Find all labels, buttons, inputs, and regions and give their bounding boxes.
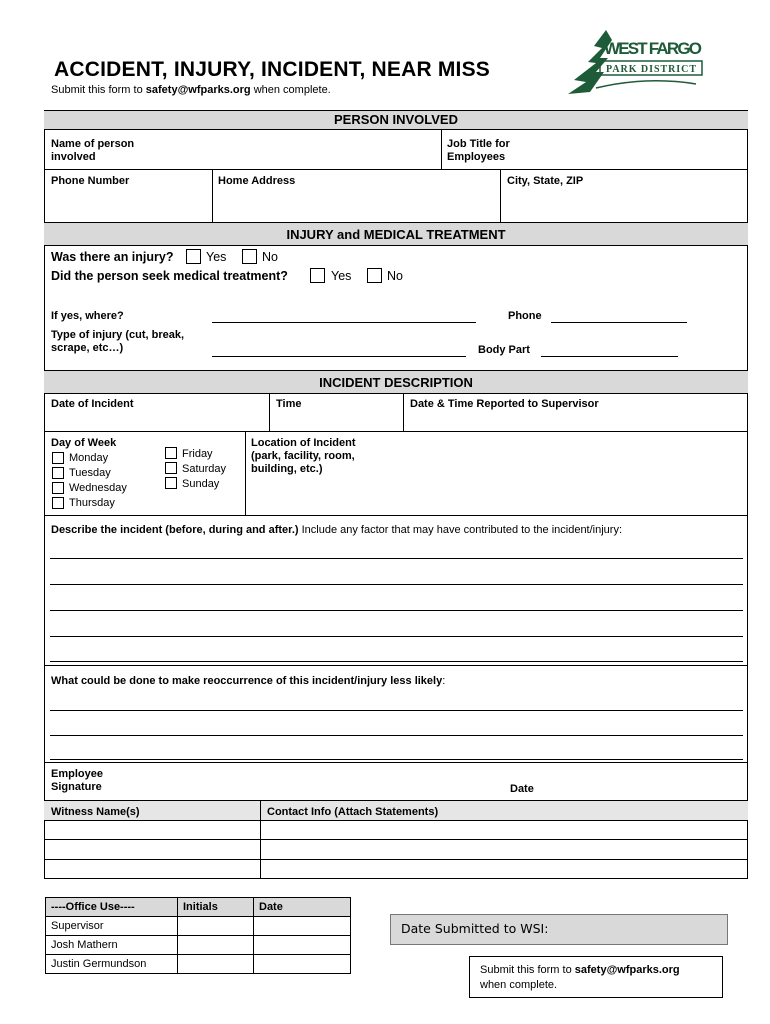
describe-line-1[interactable] bbox=[50, 558, 743, 559]
sunday-checkbox[interactable] bbox=[165, 477, 177, 489]
footer-submit-note: Submit this form to safety@wfparks.org when complete. bbox=[469, 956, 723, 998]
body-part-label: Body Part bbox=[478, 344, 530, 356]
form-title: ACCIDENT, INJURY, INCIDENT, NEAR MISS bbox=[54, 58, 491, 81]
friday-checkbox[interactable] bbox=[165, 447, 177, 459]
day-of-week-label: Day of Week bbox=[51, 437, 117, 449]
date-cell[interactable] bbox=[254, 917, 351, 936]
tuesday-label: Tuesday bbox=[69, 467, 111, 479]
injury-type-field[interactable] bbox=[212, 356, 466, 357]
wednesday-checkbox[interactable] bbox=[52, 482, 64, 494]
section-heading-incident: INCIDENT DESCRIPTION bbox=[44, 370, 748, 394]
phone-label: Phone Number bbox=[51, 175, 130, 187]
logo-text-2: PARK DISTRICT bbox=[606, 64, 696, 75]
treatment-phone-field[interactable] bbox=[551, 322, 687, 323]
reported-label: Date & Time Reported to Supervisor bbox=[410, 398, 599, 410]
describe-line-5[interactable] bbox=[50, 661, 743, 662]
city-label: City, State, ZIP bbox=[507, 175, 584, 187]
location-label: Location of Incident (park, facility, room, building, etc.) bbox=[251, 437, 356, 475]
describe-line-2[interactable] bbox=[50, 584, 743, 585]
initials-header: Initials bbox=[178, 898, 254, 917]
section-heading-person: PERSON INVOLVED bbox=[44, 110, 748, 130]
wsi-submitted-field[interactable]: Date Submitted to WSI: bbox=[390, 914, 728, 945]
office-use-table bbox=[45, 897, 351, 974]
body-part-field[interactable] bbox=[541, 356, 678, 357]
contact-label: Contact Info (Attach Statements) bbox=[267, 806, 439, 818]
prevent-label: What could be done to make reoccurrence of this incident/injury less likely: bbox=[51, 675, 446, 687]
describe-line-4[interactable] bbox=[50, 636, 743, 637]
signature-date-label: Date bbox=[510, 783, 534, 795]
date-header: Date bbox=[254, 898, 351, 917]
office-row-label: Josh Mathern bbox=[46, 936, 178, 955]
initials-cell[interactable] bbox=[178, 917, 254, 936]
prevent-line-2[interactable] bbox=[50, 735, 743, 736]
witness-row-2[interactable] bbox=[44, 839, 748, 840]
office-row-label: Justin Germundson bbox=[46, 955, 178, 974]
job-title-label: Job Title for Employees bbox=[447, 138, 510, 163]
section-heading-injury: INJURY and MEDICAL TREATMENT bbox=[44, 222, 748, 246]
describe-line-3[interactable] bbox=[50, 610, 743, 611]
office-use-header: ----Office Use---- bbox=[46, 898, 178, 917]
tuesday-checkbox[interactable] bbox=[52, 467, 64, 479]
injury-type-label: Type of injury (cut, break, scrape, etc…) bbox=[51, 329, 185, 354]
west-fargo-logo bbox=[566, 28, 706, 96]
name-label: Name of person involved bbox=[51, 138, 135, 163]
wednesday-label: Wednesday bbox=[69, 482, 127, 494]
where-label: If yes, where? bbox=[51, 310, 124, 322]
saturday-label: Saturday bbox=[182, 463, 227, 475]
prevent-line-1[interactable] bbox=[50, 710, 743, 711]
injury-question: Was there an injury? bbox=[51, 250, 174, 264]
witness-row-3[interactable] bbox=[44, 859, 748, 860]
prevent-line-3[interactable] bbox=[50, 759, 743, 760]
witness-label: Witness Name(s) bbox=[51, 806, 140, 818]
address-label: Home Address bbox=[218, 175, 296, 187]
injury-yes-checkbox[interactable] bbox=[186, 249, 201, 264]
witness-row-1[interactable] bbox=[44, 820, 748, 821]
thursday-label: Thursday bbox=[69, 497, 115, 509]
incident-time-label: Time bbox=[276, 398, 302, 410]
incident-date-label: Date of Incident bbox=[51, 398, 134, 410]
signature-label: Employee Signature bbox=[51, 768, 103, 793]
initials-cell[interactable] bbox=[178, 936, 254, 955]
logo-text-1: WEST FARGO bbox=[604, 39, 702, 58]
date-cell[interactable] bbox=[254, 955, 351, 974]
friday-label: Friday bbox=[182, 448, 213, 460]
date-cell[interactable] bbox=[254, 936, 351, 955]
medical-yes-checkbox[interactable] bbox=[310, 268, 325, 283]
sunday-label: Sunday bbox=[182, 478, 220, 490]
saturday-checkbox[interactable] bbox=[165, 462, 177, 474]
monday-label: Monday bbox=[69, 452, 109, 464]
medical-no-checkbox[interactable] bbox=[367, 268, 382, 283]
treatment-phone-label: Phone bbox=[508, 310, 542, 322]
injury-no-label: No bbox=[262, 250, 278, 264]
submit-instructions: Submit this form to safety@wfparks.org when complete. bbox=[51, 84, 331, 96]
monday-checkbox[interactable] bbox=[52, 452, 64, 464]
medical-question: Did the person seek medical treatment? bbox=[51, 269, 288, 283]
describe-label: Describe the incident (before, during and after.) Include any factor that may have contributed to the incident/injury: bbox=[51, 524, 623, 536]
medical-no-label: No bbox=[387, 269, 403, 283]
injury-no-checkbox[interactable] bbox=[242, 249, 257, 264]
thursday-checkbox[interactable] bbox=[52, 497, 64, 509]
medical-yes-label: Yes bbox=[331, 269, 352, 283]
initials-cell[interactable] bbox=[178, 955, 254, 974]
where-field[interactable] bbox=[212, 322, 476, 323]
footer-email-link[interactable]: safety@wfparks.org bbox=[574, 964, 680, 976]
submit-email-link[interactable]: safety@wfparks.org bbox=[145, 84, 251, 96]
injury-yes-label: Yes bbox=[206, 250, 227, 264]
office-row-label: Supervisor bbox=[46, 917, 178, 936]
